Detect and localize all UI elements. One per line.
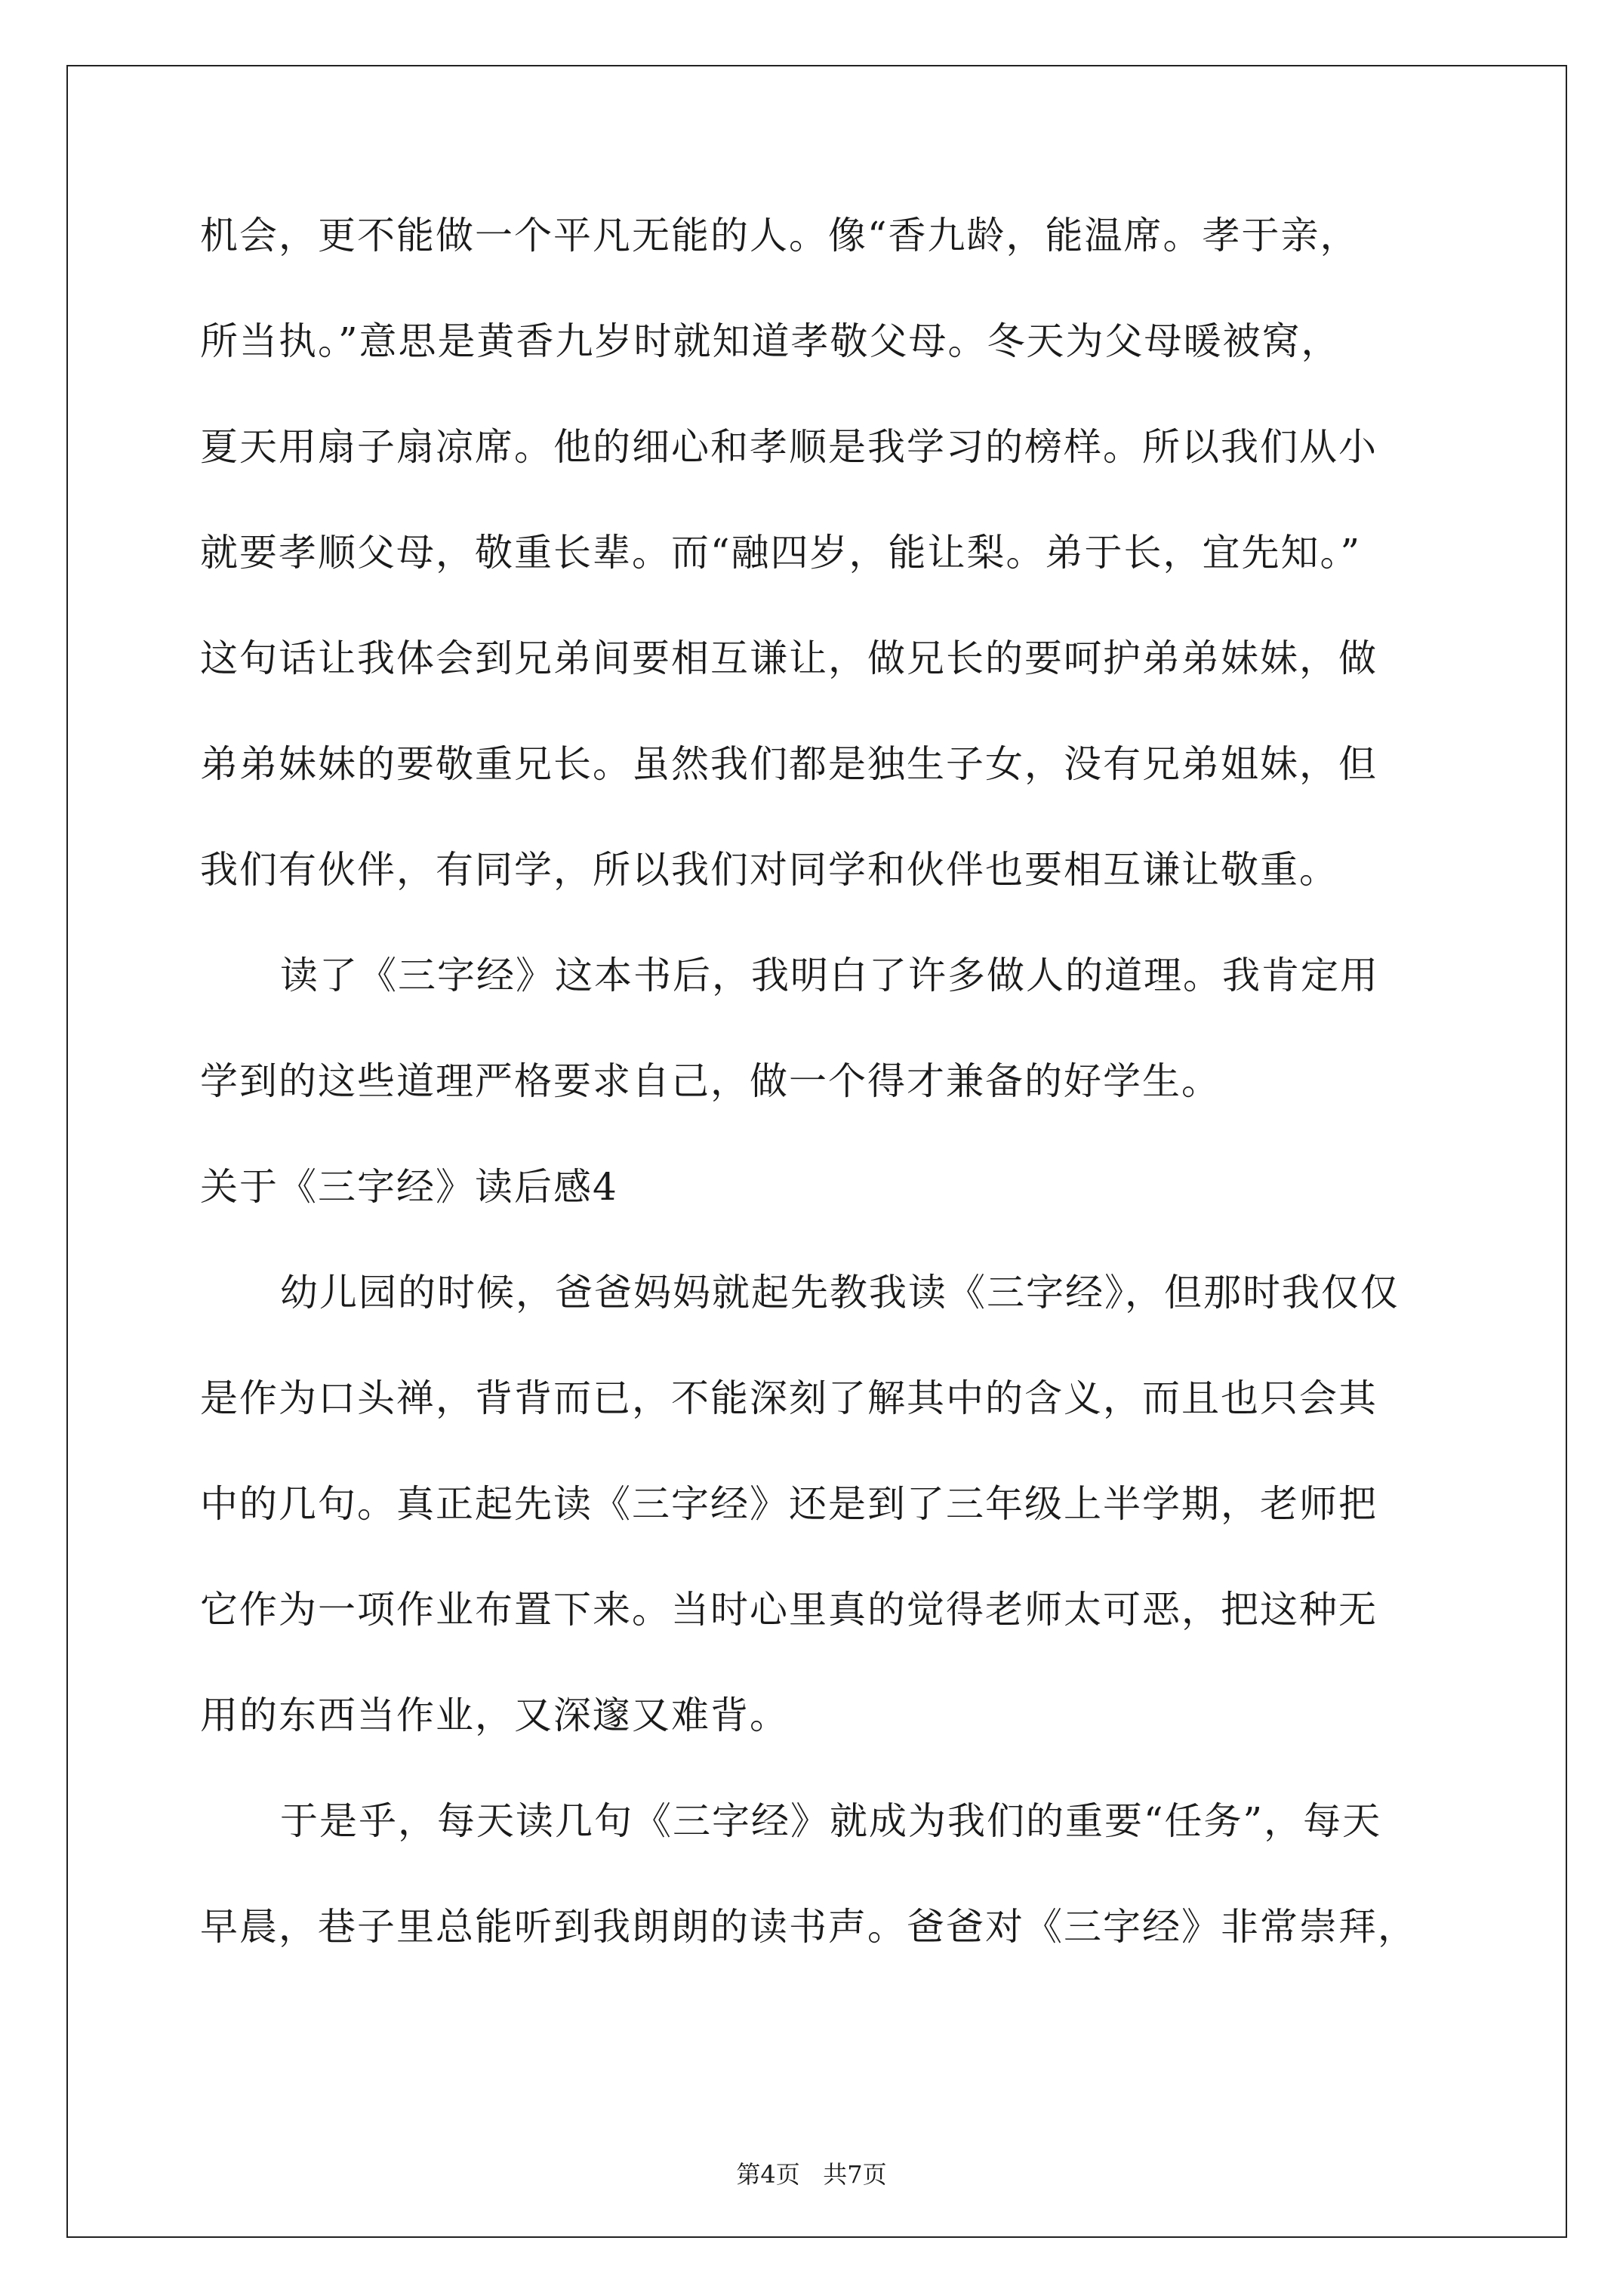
document-body [200, 214, 1438, 2011]
page-number: 第4页 共7页 [736, 2160, 887, 2189]
paragraph-start-line: 于是乎，每天读几句《三字经》就成为我们的重要“任务”，每天 [280, 1799, 1382, 1843]
text-line: 所当执。”意思是黄香九岁时就知道孝敬父母。冬天为父母暖被窝， [200, 319, 1341, 363]
text-line: 夏天用扇子扇凉席。他的细心和孝顺是我学习的榜样。所以我们从小 [200, 425, 1378, 469]
text-line: 这句话让我体会到兄弟间要相互谦让，做兄长的要呵护弟弟妹妹，做 [200, 636, 1378, 680]
text-line: 它作为一项作业布置下来。当时心里真的觉得老师太可恶，把这种无 [200, 1588, 1378, 1632]
paragraph-start-line: 读了《三字经》这本书后，我明白了许多做人的道理。我肯定用 [280, 954, 1379, 997]
text-line: 弟弟妹妹的要敬重兄长。虽然我们都是独生子女，没有兄弟姐妹，但 [200, 742, 1378, 786]
text-line: 用的东西当作业，又深邃又难背。 [200, 1693, 789, 1737]
text-line: 就要孝顺父母，敬重长辈。而“融四岁，能让梨。弟于长，宜先知。” [200, 531, 1362, 575]
text-line: 中的几句。真正起先读《三字经》还是到了三年级上半学期，老师把 [200, 1482, 1378, 1526]
section-heading: 关于《三字经》读后感4 [200, 1165, 618, 1209]
text-line: 学到的这些道理严格要求自己，做一个得才兼备的好学生。 [200, 1059, 1221, 1103]
text-line: 机会，更不能做一个平凡无能的人。像“香九龄，能温席。孝于亲， [200, 214, 1360, 257]
text-line: 早晨，巷子里总能听到我朗朗的读书声。爸爸对《三字经》非常崇拜， [200, 1905, 1417, 1949]
paragraph-start-line: 幼儿园的时候，爸爸妈妈就起先教我读《三字经》，但那时我仅仅 [280, 1271, 1400, 1314]
text-line: 是作为口头禅，背背而已，不能深刻了解其中的含义，而且也只会其 [200, 1376, 1378, 1420]
text-line: 我们有伙伴，有同学，所以我们对同学和伙伴也要相互谦让敬重。 [200, 848, 1338, 892]
